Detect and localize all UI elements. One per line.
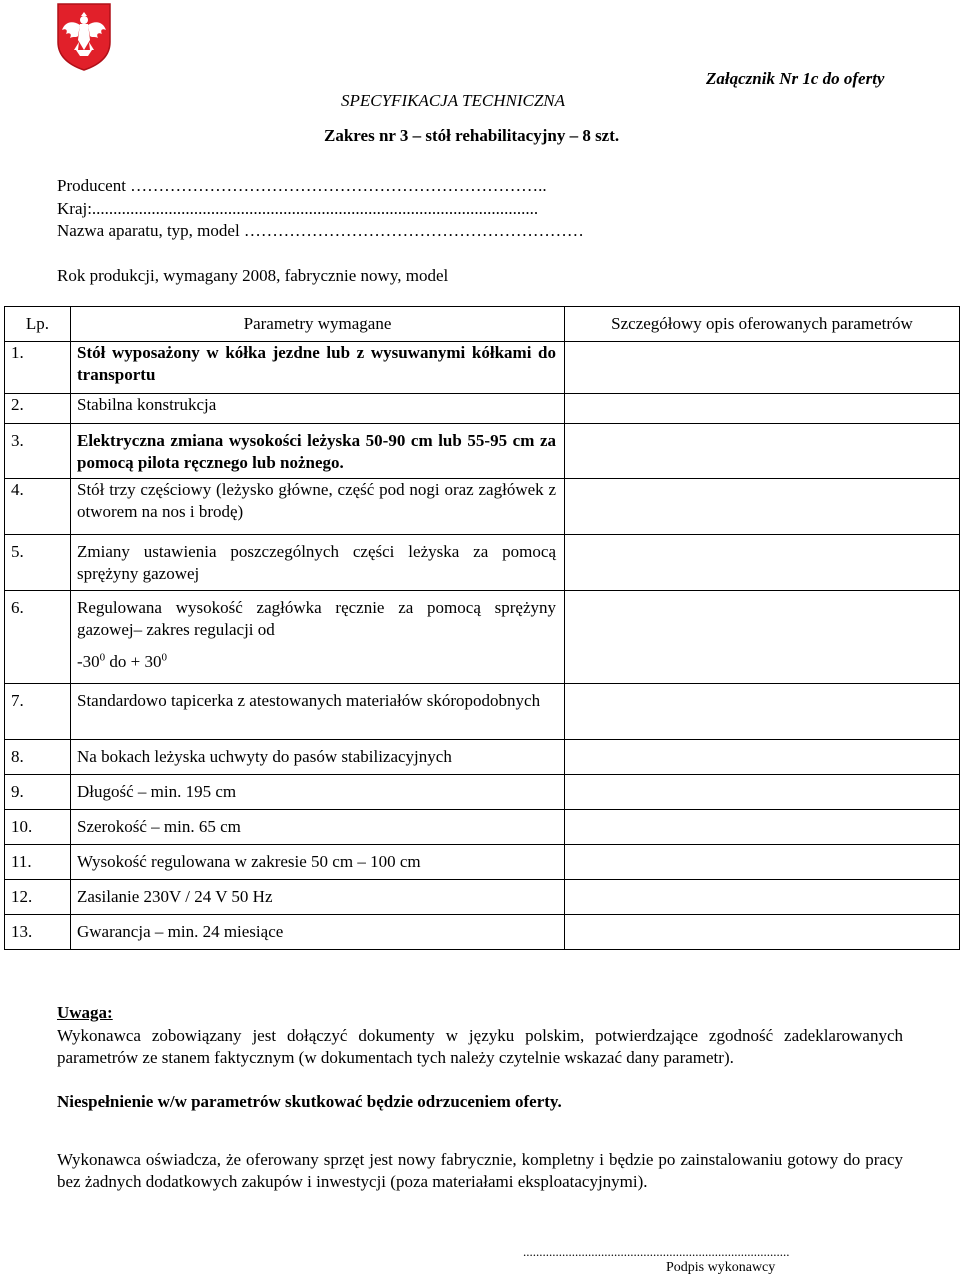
row-offer-cell (565, 810, 960, 845)
table-row (5, 479, 960, 535)
device-name-field: Nazwa aparatu, typ, model …………………………………………………… (57, 221, 584, 240)
table-row (5, 740, 960, 775)
row-number: 12. (5, 880, 71, 915)
degree-mark: 0 (161, 651, 168, 664)
row-number: 3. (5, 424, 71, 479)
row-parameter (71, 591, 565, 684)
column-header-offered-details: Szczegółowy opis oferowanych parametrów (565, 307, 960, 342)
row-parameter: Standardowo tapicerka z atestowanych materiałów skóropodobnych (71, 684, 565, 740)
table-row (5, 684, 960, 740)
table-row (5, 810, 960, 845)
row-number: 1. (5, 342, 71, 394)
row-offer-cell (565, 740, 960, 775)
degree-mark: 0 (99, 651, 106, 664)
row-number: 5. (5, 535, 71, 591)
table-row (5, 915, 960, 950)
document-title: SPECYFIKACJA TECHNICZNA (341, 91, 566, 110)
row-parameter: Zasilanie 230V / 24 V 50 Hz (71, 880, 565, 915)
table-row (5, 591, 960, 684)
column-header-number: Lp. (5, 307, 71, 342)
production-year-field: Rok produkcji, wymagany 2008, fabrycznie nowy, model (57, 266, 449, 285)
row-parameter: Stabilna konstrukcja (71, 394, 565, 424)
row-offer-cell (565, 591, 960, 684)
note-body: Wykonawca zobowiązany jest dołączyć dokumenty w języku polskim, potwierdzające zgodność zadeklarowanych parametrów ze stanem faktycznym (w dokumentach tych należy czytelnie wskazać dany parametr). (57, 1026, 903, 1067)
table-row (5, 775, 960, 810)
row-number: 13. (5, 915, 71, 950)
row-number: 2. (5, 394, 71, 424)
range-from: -30 (77, 652, 100, 671)
annex-label: Załącznik Nr 1c do oferty (706, 69, 885, 88)
producer-field: Producent ……………………………………………………………….. (57, 176, 547, 195)
table-row (5, 342, 960, 394)
table-row (5, 424, 960, 479)
signature-line: .................................................................................. (523, 1244, 790, 1259)
row-parameter: Zmiany ustawienia poszczególnych części leżyska za pomocą sprężyny gazowej (71, 535, 565, 591)
range-to: do + 30 (105, 652, 162, 671)
row-number: 9. (5, 775, 71, 810)
document-subtitle: Zakres nr 3 – stół rehabilitacyjny – 8 szt. (324, 126, 620, 145)
note-warning: Niespełnienie w/w parametrów skutkować będzie odrzuceniem oferty. (57, 1092, 562, 1111)
row-offer-cell (565, 394, 960, 424)
table-header-row (5, 307, 960, 342)
row-parameter: Stół wyposażony w kółka jezdne lub z wysuwanymi kółkami do transportu (71, 342, 565, 394)
table-row (5, 880, 960, 915)
table-row (5, 535, 960, 591)
row-offer-cell (565, 775, 960, 810)
row-number: 6. (5, 591, 71, 684)
row-number: 4. (5, 479, 71, 535)
specification-table (4, 306, 960, 950)
row-parameter: Szerokość – min. 65 cm (71, 810, 565, 845)
row-offer-cell (565, 535, 960, 591)
table-row (5, 845, 960, 880)
polish-eagle-crest-icon (56, 2, 112, 72)
row-parameter: Wysokość regulowana w zakresie 50 cm – 100 cm (71, 845, 565, 880)
row-number: 11. (5, 845, 71, 880)
row-offer-cell (565, 684, 960, 740)
row-parameter: Stół trzy częściowy (leżysko główne, część pod nogi oraz zagłówek z otworem na nos i brodę) (71, 479, 565, 535)
row-offer-cell (565, 479, 960, 535)
row-offer-cell (565, 424, 960, 479)
row-parameter-text: Regulowana wysokość zagłówka ręcznie za pomocą sprężyny gazowej– zakres regulacji od (77, 598, 556, 639)
adjustment-range (77, 651, 556, 673)
contractor-declaration: Wykonawca oświadcza, że oferowany sprzęt jest nowy fabrycznie, kompletny i będzie po zainstalowaniu gotowy do pracy bez żadnych dodatkowych zakupów i inwestycji (poza materiałami eksploatacyjnymi). (57, 1150, 903, 1191)
row-number: 8. (5, 740, 71, 775)
row-parameter: Długość – min. 195 cm (71, 775, 565, 810)
row-parameter: Elektryczna zmiana wysokości leżyska 50-90 cm lub 55-95 cm za pomocą pilota ręcznego lub nożnego. (71, 424, 565, 479)
signature-label: Podpis wykonawcy (666, 1260, 776, 1275)
row-number: 7. (5, 684, 71, 740)
row-offer-cell (565, 880, 960, 915)
country-field: Kraj:......................................................................................................... (57, 199, 539, 218)
row-offer-cell (565, 342, 960, 394)
row-offer-cell (565, 845, 960, 880)
column-header-parameters: Parametry wymagane (71, 307, 565, 342)
note-heading: Uwaga: (57, 1003, 113, 1022)
row-parameter: Na bokach leżyska uchwyty do pasów stabilizacyjnych (71, 740, 565, 775)
table-row (5, 394, 960, 424)
row-parameter: Gwarancja – min. 24 miesiące (71, 915, 565, 950)
row-number: 10. (5, 810, 71, 845)
row-offer-cell (565, 915, 960, 950)
